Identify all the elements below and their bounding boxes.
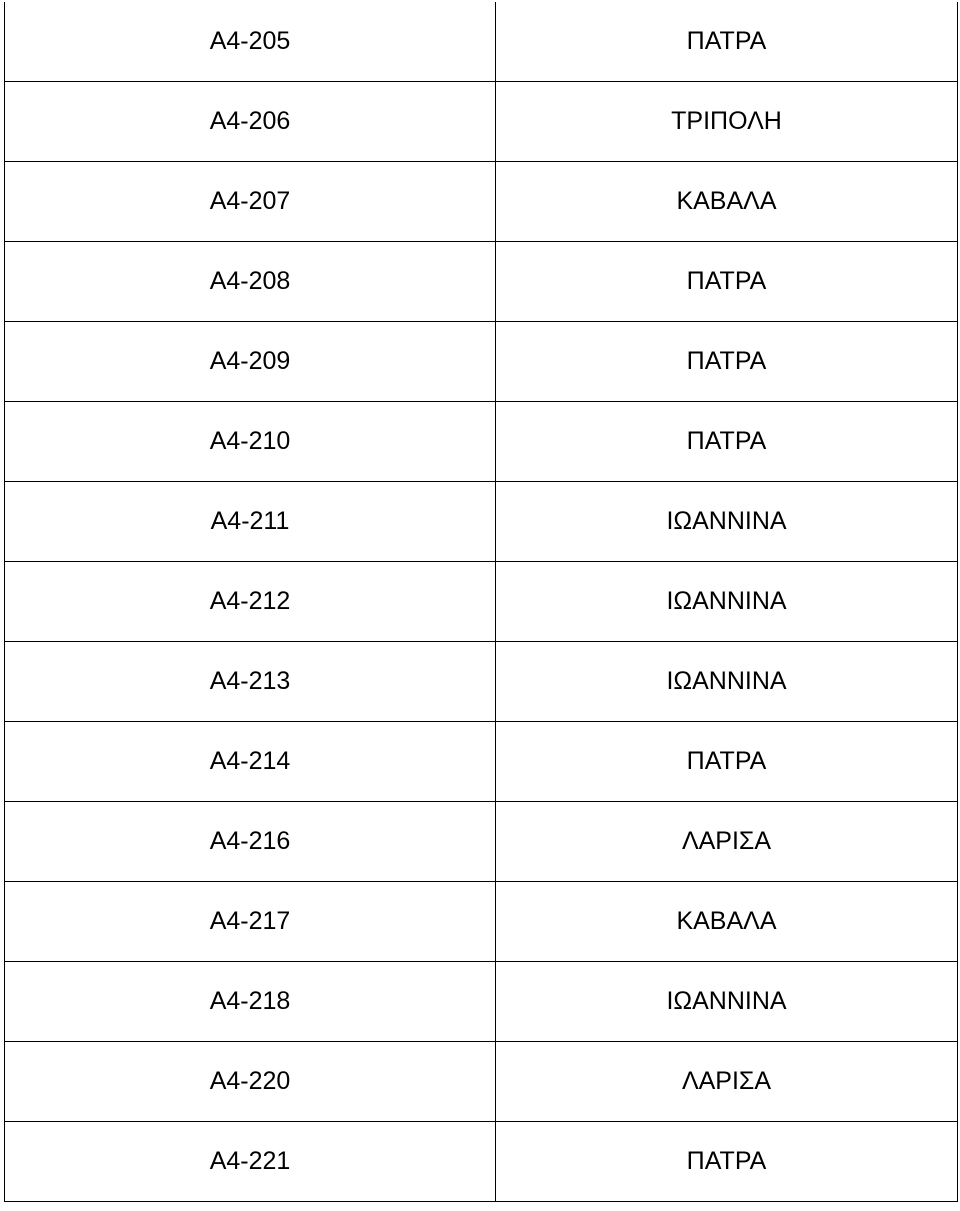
table-row: [5, 722, 958, 802]
city-cell: ΚΑΒΑΛΑ: [496, 882, 958, 962]
code-cell: Α4-218: [5, 962, 496, 1042]
code-cell: Α4-214: [5, 722, 496, 802]
code-cell: Α4-207: [5, 162, 496, 242]
city-cell: ΠΑΤΡΑ: [496, 322, 958, 402]
city-cell: ΚΑΒΑΛΑ: [496, 162, 958, 242]
city-cell: ΠΑΤΡΑ: [496, 2, 958, 82]
table-row: [5, 642, 958, 722]
code-city-table: [4, 2, 958, 1202]
table-row: [5, 2, 958, 82]
table-row: [5, 882, 958, 962]
city-cell: ΙΩΑΝΝΙΝΑ: [496, 562, 958, 642]
code-cell: Α4-206: [5, 82, 496, 162]
table-row: [5, 82, 958, 162]
code-cell: Α4-205: [5, 2, 496, 82]
table-row: [5, 322, 958, 402]
code-cell: Α4-209: [5, 322, 496, 402]
city-cell: ΛΑΡΙΣΑ: [496, 1042, 958, 1122]
code-cell: Α4-220: [5, 1042, 496, 1122]
table-body: [5, 2, 958, 1202]
table-row: [5, 242, 958, 322]
table-row: [5, 402, 958, 482]
code-cell: Α4-212: [5, 562, 496, 642]
city-cell: ΙΩΑΝΝΙΝΑ: [496, 642, 958, 722]
code-cell: Α4-211: [5, 482, 496, 562]
table-row: [5, 1122, 958, 1202]
code-cell: Α4-213: [5, 642, 496, 722]
table-row: [5, 162, 958, 242]
table-row: [5, 562, 958, 642]
city-cell: ΠΑΤΡΑ: [496, 1122, 958, 1202]
city-cell: ΠΑΤΡΑ: [496, 242, 958, 322]
city-cell: ΛΑΡΙΣΑ: [496, 802, 958, 882]
city-cell: ΠΑΤΡΑ: [496, 402, 958, 482]
table-row: [5, 1042, 958, 1122]
city-cell: ΤΡΙΠΟΛΗ: [496, 82, 958, 162]
code-cell: Α4-216: [5, 802, 496, 882]
table-row: [5, 482, 958, 562]
city-cell: ΠΑΤΡΑ: [496, 722, 958, 802]
code-cell: Α4-208: [5, 242, 496, 322]
code-cell: Α4-210: [5, 402, 496, 482]
code-cell: Α4-217: [5, 882, 496, 962]
city-cell: ΙΩΑΝΝΙΝΑ: [496, 482, 958, 562]
city-cell: ΙΩΑΝΝΙΝΑ: [496, 962, 958, 1042]
table-row: [5, 802, 958, 882]
code-cell: Α4-221: [5, 1122, 496, 1202]
table-row: [5, 962, 958, 1042]
